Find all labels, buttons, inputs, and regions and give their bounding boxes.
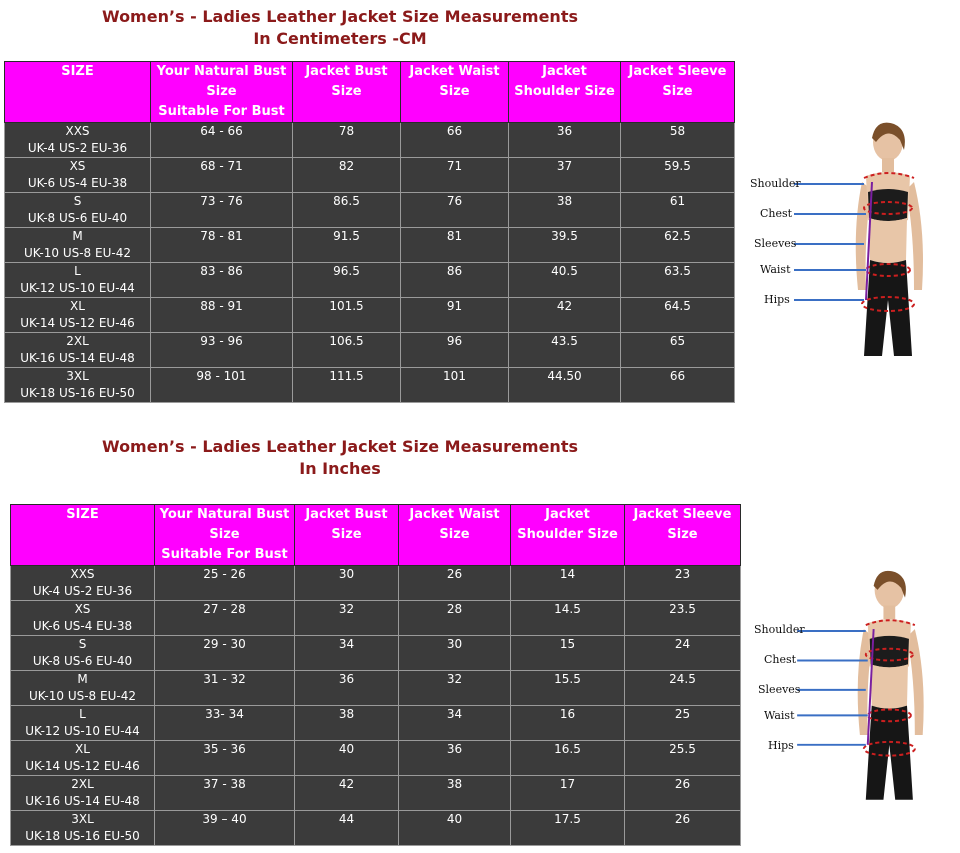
jacket-waist-cell: 28 [399, 601, 511, 636]
size-cell [11, 671, 155, 706]
size-cell [5, 158, 151, 193]
jacket-sleeve-cell: 23.5 [625, 601, 741, 636]
jacket-shoulder-cell: 39.5 [509, 228, 621, 263]
size-label: S [73, 194, 82, 208]
size-conversion: UK-6 US-4 EU-38 [32, 619, 133, 633]
cm-size-table [4, 61, 735, 403]
inches-header-natural-bust-line2: Size [209, 527, 240, 542]
size-cell [5, 123, 151, 158]
size-label: 3XL [71, 812, 94, 826]
inches-header-jacket-shoulder-line1: Jacket [545, 507, 590, 522]
label-hips: Hips [764, 293, 790, 306]
jacket-sleeve-cell: 24 [625, 636, 741, 671]
jacket-bust-cell: 86.5 [293, 193, 401, 228]
cm-header-jacket-sleeve-line2: Size [662, 84, 693, 99]
natural-bust-cell: 27 - 28 [155, 601, 295, 636]
size-conversion: UK-12 US-10 EU-44 [25, 724, 140, 738]
label-chest: Chest [764, 653, 797, 666]
jacket-shoulder-cell: 17 [511, 776, 625, 811]
jacket-waist-cell: 76 [401, 193, 509, 228]
jacket-bust-cell: 42 [295, 776, 399, 811]
jacket-shoulder-cell: 44.50 [509, 368, 621, 403]
cm-header-natural-bust-line1: Your Natural Bust [156, 64, 287, 79]
size-cell [11, 601, 155, 636]
cm-header-jacket-waist-line2: Size [439, 84, 470, 99]
label-shoulder: Shoulder [754, 623, 805, 636]
inches-header-row [11, 505, 741, 566]
jacket-bust-cell: 91.5 [293, 228, 401, 263]
jacket-shoulder-cell: 14 [511, 566, 625, 601]
table-row [11, 811, 741, 846]
size-label: XXS [65, 124, 90, 138]
natural-bust-cell: 29 - 30 [155, 636, 295, 671]
size-cell [11, 776, 155, 811]
jacket-bust-cell: 106.5 [293, 333, 401, 368]
size-label: M [72, 229, 83, 243]
jacket-waist-cell: 36 [399, 741, 511, 776]
size-label: L [74, 264, 81, 278]
jacket-waist-cell: 38 [399, 776, 511, 811]
natural-bust-cell: 98 - 101 [151, 368, 293, 403]
label-chest: Chest [760, 207, 793, 220]
size-conversion: UK-8 US-6 EU-40 [27, 211, 128, 225]
jacket-sleeve-cell: 65 [621, 333, 735, 368]
jacket-sleeve-cell: 58 [621, 123, 735, 158]
size-label: XXS [70, 567, 95, 581]
size-label: XS [69, 159, 86, 173]
size-conversion: UK-12 US-10 EU-44 [20, 281, 135, 295]
inches-header-natural-bust [155, 505, 295, 566]
inches-header-jacket-shoulder-line2: Shoulder Size [517, 527, 618, 542]
label-hips: Hips [768, 739, 794, 752]
size-conversion: UK-10 US-8 EU-42 [29, 689, 136, 703]
size-label: S [78, 637, 87, 651]
size-label: 2XL [66, 334, 89, 348]
size-label: M [77, 672, 88, 686]
natural-bust-cell: 39 – 40 [155, 811, 295, 846]
natural-bust-cell: 88 - 91 [151, 298, 293, 333]
table-row [11, 706, 741, 741]
cm-header-jacket-bust [293, 62, 401, 123]
label-waist: Waist [760, 263, 791, 276]
size-conversion: UK-16 US-14 EU-48 [20, 351, 135, 365]
cm-header-jacket-bust-line2: Size [331, 84, 362, 99]
jacket-waist-cell: 96 [401, 333, 509, 368]
inches-header-jacket-waist-line1: Jacket Waist [409, 507, 500, 522]
cm-header-jacket-waist [401, 62, 509, 123]
table-row [5, 228, 735, 263]
natural-bust-cell: 37 - 38 [155, 776, 295, 811]
size-conversion: UK-16 US-14 EU-48 [25, 794, 140, 808]
jacket-bust-cell: 40 [295, 741, 399, 776]
size-label: 3XL [66, 369, 89, 383]
cm-header-natural-bust-line3: Suitable For Bust [158, 104, 285, 119]
table-row [5, 123, 735, 158]
natural-bust-cell: 83 - 86 [151, 263, 293, 298]
jacket-waist-cell: 30 [399, 636, 511, 671]
size-cell [11, 811, 155, 846]
jacket-shoulder-cell: 17.5 [511, 811, 625, 846]
jacket-sleeve-cell: 25.5 [625, 741, 741, 776]
natural-bust-cell: 31 - 32 [155, 671, 295, 706]
size-conversion: UK-10 US-8 EU-42 [24, 246, 131, 260]
jacket-waist-cell: 86 [401, 263, 509, 298]
jacket-shoulder-cell: 38 [509, 193, 621, 228]
table-row [5, 158, 735, 193]
inches-header-jacket-sleeve-line2: Size [667, 527, 698, 542]
label-sleeves: Sleeves [754, 237, 797, 250]
size-cell [11, 636, 155, 671]
cm-title-line1: Women’s - Ladies Leather Jacket Size Measurements [101, 7, 578, 26]
table-row [11, 601, 741, 636]
inches-header-jacket-waist [399, 505, 511, 566]
jacket-bust-cell: 32 [295, 601, 399, 636]
jacket-waist-cell: 101 [401, 368, 509, 403]
inches-header-jacket-sleeve-line1: Jacket Sleeve [633, 507, 732, 522]
jacket-sleeve-cell: 26 [625, 811, 741, 846]
cm-header-jacket-shoulder-line1: Jacket [542, 64, 587, 79]
size-cell [5, 263, 151, 298]
jacket-shoulder-cell: 16.5 [511, 741, 625, 776]
cm-title-line2: In Centimeters -CM [253, 29, 427, 48]
cm-header-jacket-waist-line1: Jacket Waist [409, 64, 500, 79]
jacket-bust-cell: 36 [295, 671, 399, 706]
jacket-waist-cell: 66 [401, 123, 509, 158]
jacket-waist-cell: 32 [399, 671, 511, 706]
jacket-waist-cell: 91 [401, 298, 509, 333]
table-row [5, 263, 735, 298]
size-label: XS [74, 602, 91, 616]
size-cell [5, 368, 151, 403]
inches-header-jacket-bust-line2: Size [331, 527, 362, 542]
cm-header-jacket-sleeve-line1: Jacket Sleeve [628, 64, 727, 79]
inches-header-jacket-shoulder [511, 505, 625, 566]
inches-header-natural-bust-line1: Your Natural Bust [159, 507, 290, 522]
jacket-shoulder-cell: 36 [509, 123, 621, 158]
jacket-bust-cell: 34 [295, 636, 399, 671]
size-conversion: UK-8 US-6 EU-40 [32, 654, 133, 668]
jacket-bust-cell: 82 [293, 158, 401, 193]
table-row [11, 741, 741, 776]
measurement-figure-cm [748, 120, 958, 356]
natural-bust-cell: 64 - 66 [151, 123, 293, 158]
natural-bust-cell: 93 - 96 [151, 333, 293, 368]
jacket-shoulder-cell: 37 [509, 158, 621, 193]
natural-bust-cell: 68 - 71 [151, 158, 293, 193]
jacket-sleeve-cell: 63.5 [621, 263, 735, 298]
jacket-bust-cell: 78 [293, 123, 401, 158]
label-sleeves: Sleeves [758, 683, 801, 696]
cm-header-jacket-shoulder-line2: Shoulder Size [514, 84, 615, 99]
size-cell [11, 706, 155, 741]
jacket-shoulder-cell: 15.5 [511, 671, 625, 706]
size-cell [11, 741, 155, 776]
size-label: XL [70, 299, 85, 313]
size-label: L [79, 707, 86, 721]
jacket-shoulder-cell: 15 [511, 636, 625, 671]
table-row [5, 368, 735, 403]
jacket-sleeve-cell: 25 [625, 706, 741, 741]
table-row [5, 333, 735, 368]
jacket-waist-cell: 26 [399, 566, 511, 601]
jacket-bust-cell: 111.5 [293, 368, 401, 403]
cm-header-jacket-sleeve [621, 62, 735, 123]
natural-bust-cell: 33- 34 [155, 706, 295, 741]
inches-size-table [10, 504, 741, 846]
table-row [11, 776, 741, 811]
inches-title-line1: Women’s - Ladies Leather Jacket Size Measurements [101, 437, 578, 456]
jacket-shoulder-cell: 14.5 [511, 601, 625, 636]
table-row [11, 636, 741, 671]
cm-header-natural-bust [151, 62, 293, 123]
table-row [5, 193, 735, 228]
size-label: XL [75, 742, 90, 756]
jacket-sleeve-cell: 24.5 [625, 671, 741, 706]
size-cell [11, 566, 155, 601]
table-row [11, 671, 741, 706]
size-conversion: UK-14 US-12 EU-46 [20, 316, 135, 330]
jacket-bust-cell: 101.5 [293, 298, 401, 333]
jacket-waist-cell: 71 [401, 158, 509, 193]
jacket-sleeve-cell: 64.5 [621, 298, 735, 333]
jacket-bust-cell: 30 [295, 566, 399, 601]
inches-header-size [11, 505, 155, 566]
size-conversion: UK-4 US-2 EU-36 [27, 141, 128, 155]
size-conversion: UK-18 US-16 EU-50 [20, 386, 135, 400]
jacket-sleeve-cell: 59.5 [621, 158, 735, 193]
inches-header-jacket-bust [295, 505, 399, 566]
cm-chart-title [60, 6, 620, 50]
label-waist: Waist [764, 709, 795, 722]
size-conversion: UK-4 US-2 EU-36 [32, 584, 133, 598]
label-shoulder: Shoulder [750, 177, 801, 190]
inches-header-natural-bust-line3: Suitable For Bust [161, 547, 288, 562]
inches-header-jacket-waist-line2: Size [439, 527, 470, 542]
size-cell [5, 333, 151, 368]
jacket-shoulder-cell: 40.5 [509, 263, 621, 298]
jacket-shoulder-cell: 42 [509, 298, 621, 333]
cm-header-jacket-bust-line1: Jacket Bust [305, 64, 388, 79]
size-conversion: UK-18 US-16 EU-50 [25, 829, 140, 843]
size-label: 2XL [71, 777, 94, 791]
size-conversion: UK-6 US-4 EU-38 [27, 176, 128, 190]
jacket-sleeve-cell: 66 [621, 368, 735, 403]
cm-header-jacket-shoulder [509, 62, 621, 123]
cm-header-row [5, 62, 735, 123]
natural-bust-cell: 25 - 26 [155, 566, 295, 601]
inches-header-jacket-bust-line1: Jacket Bust [305, 507, 388, 522]
jacket-shoulder-cell: 43.5 [509, 333, 621, 368]
inches-chart-title [60, 436, 620, 480]
natural-bust-cell: 35 - 36 [155, 741, 295, 776]
jacket-waist-cell: 81 [401, 228, 509, 263]
jacket-sleeve-cell: 23 [625, 566, 741, 601]
natural-bust-cell: 78 - 81 [151, 228, 293, 263]
size-conversion: UK-14 US-12 EU-46 [25, 759, 140, 773]
jacket-shoulder-cell: 16 [511, 706, 625, 741]
size-cell [5, 228, 151, 263]
cm-header-natural-bust-line2: Size [206, 84, 237, 99]
jacket-bust-cell: 44 [295, 811, 399, 846]
jacket-sleeve-cell: 62.5 [621, 228, 735, 263]
inches-header-jacket-sleeve [625, 505, 741, 566]
size-cell [5, 193, 151, 228]
size-cell [5, 298, 151, 333]
jacket-waist-cell: 40 [399, 811, 511, 846]
jacket-bust-cell: 96.5 [293, 263, 401, 298]
jacket-sleeve-cell: 61 [621, 193, 735, 228]
table-row [5, 298, 735, 333]
jacket-waist-cell: 34 [399, 706, 511, 741]
inches-header-size-line1: SIZE [66, 507, 99, 522]
natural-bust-cell: 73 - 76 [151, 193, 293, 228]
jacket-sleeve-cell: 26 [625, 776, 741, 811]
cm-header-size [5, 62, 151, 123]
cm-header-size-line1: SIZE [61, 64, 94, 79]
jacket-bust-cell: 38 [295, 706, 399, 741]
measurement-figure-inches [752, 566, 958, 802]
table-row [11, 566, 741, 601]
inches-title-line2: In Inches [299, 459, 381, 478]
